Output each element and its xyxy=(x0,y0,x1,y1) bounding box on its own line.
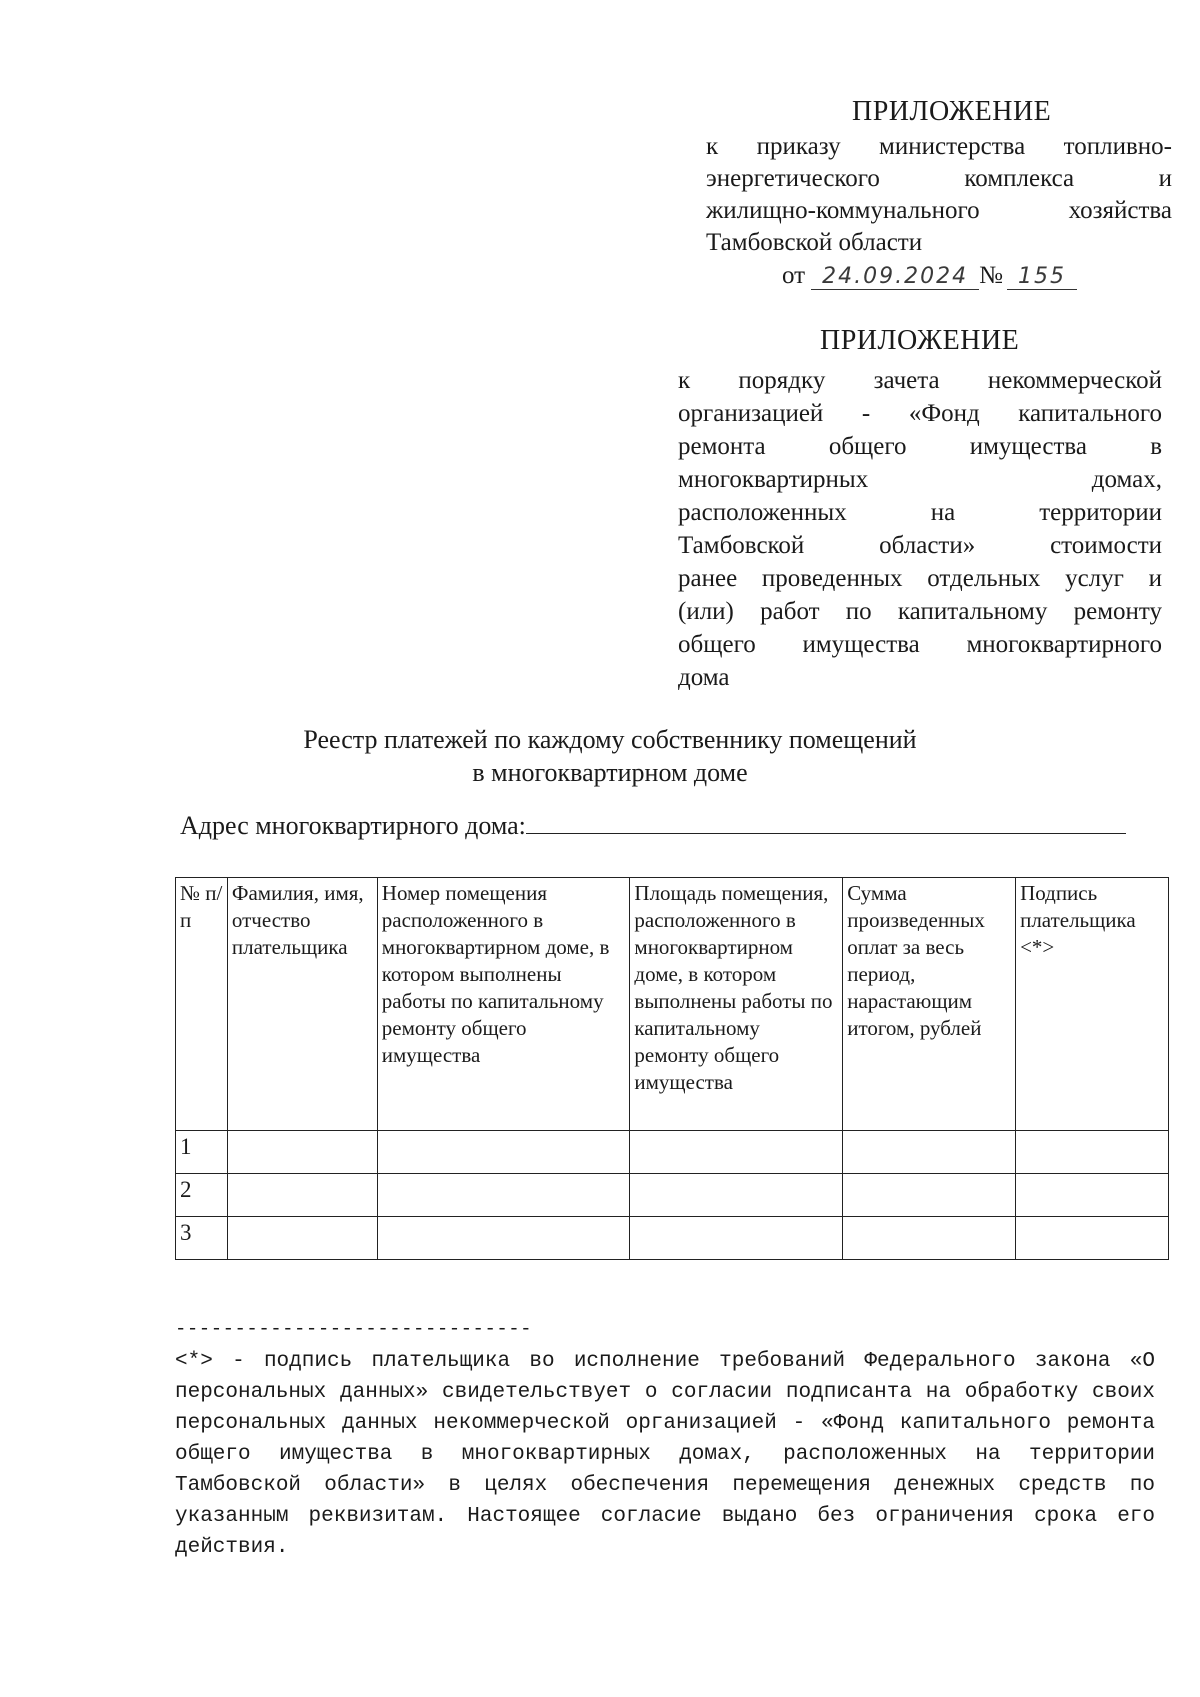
handwritten-date: 24.09.2024 xyxy=(811,264,979,290)
table-cell xyxy=(1016,1217,1169,1260)
appendix-2-title: ПРИЛОЖЕНИЕ xyxy=(820,325,1020,356)
header-premises-area: Площадь помещения, расположенного в многоквартирном доме, в котором выполнены работы по капитальному ремонту общего имущества xyxy=(630,878,843,1131)
address-blank-line xyxy=(526,811,1126,834)
appendix-2-line: дома xyxy=(678,664,730,691)
appendix-2-line: многоквартирных домах, xyxy=(678,466,1162,493)
table-header-row xyxy=(176,878,1169,1131)
appendix-1-text xyxy=(706,131,1172,259)
footnote-line: персональных данных некоммерческой организацией - «Фонд капитального ремонта xyxy=(175,1412,1155,1435)
table-cell xyxy=(1016,1174,1169,1217)
appendix-2-line: расположенных на территории xyxy=(678,499,1162,526)
header-row-number: № п/п xyxy=(176,878,228,1131)
appendix-2-text xyxy=(678,364,1162,694)
table-cell xyxy=(843,1131,1016,1174)
footnote-line: общего имущества в многоквартирных домах, расположенных на территории xyxy=(175,1443,1155,1466)
address-field xyxy=(180,811,1126,841)
table-cell xyxy=(227,1131,377,1174)
row-number: 2 xyxy=(176,1174,228,1217)
table-cell xyxy=(630,1174,843,1217)
header-payment-sum: Сумма произведенных оплат за весь период, нарастающим итогом, рублей xyxy=(843,878,1016,1131)
address-label: Адрес многоквартирного дома: xyxy=(180,811,526,840)
footnote-line: <*> - подпись плательщика во исполнение требований Федерального закона «О xyxy=(175,1350,1155,1373)
table-cell xyxy=(630,1131,843,1174)
footnote-line: действия. xyxy=(175,1536,289,1559)
table-cell xyxy=(227,1217,377,1260)
appendix-1-line: к приказу министерства топливно- xyxy=(706,133,1172,160)
appendix-2-line: Тамбовской области» стоимости xyxy=(678,532,1162,559)
table-cell xyxy=(843,1174,1016,1217)
date-prefix: от xyxy=(782,262,806,289)
appendix-2-line: к порядку зачета некоммерческой xyxy=(678,367,1162,394)
footnote-line: Тамбовской области» в целях обеспечения перемещения денежных средств по xyxy=(175,1474,1155,1497)
appendix-1-line: Тамбовской области xyxy=(706,229,923,256)
footnote-line: указанным реквизитам. Настоящее согласие выдано без ограничения срока его xyxy=(175,1505,1155,1528)
appendix-2-line: организацией - «Фонд капитального xyxy=(678,400,1162,427)
footnote-line: персональных данных» свидетельствует о согласии подписанта на обработку своих xyxy=(175,1381,1155,1404)
row-number: 3 xyxy=(176,1217,228,1260)
table-cell xyxy=(377,1174,630,1217)
header-premises-number: Номер помещения расположенного в многоквартирном доме, в котором выполнены работы по капитальному ремонту общего имущества xyxy=(377,878,630,1131)
footnote-text xyxy=(175,1346,1155,1563)
number-sign: № xyxy=(979,262,1003,289)
appendix-2-line: ранее проведенных отдельных услуг и xyxy=(678,565,1162,592)
register-title xyxy=(180,723,1040,789)
table-cell xyxy=(377,1131,630,1174)
appendix-2-line: общего имущества многоквартирного xyxy=(678,631,1162,658)
table-row xyxy=(176,1217,1169,1260)
header-payer-name: Фамилия, имя, отчество плательщика xyxy=(227,878,377,1131)
table-cell xyxy=(377,1217,630,1260)
appendix-2-line: ремонта общего имущества в xyxy=(678,433,1162,460)
row-number: 1 xyxy=(176,1131,228,1174)
order-date-number xyxy=(782,262,1077,290)
handwritten-number: 155 xyxy=(1007,264,1077,290)
table-row xyxy=(176,1174,1169,1217)
header-payer-signature: Подпись плательщика <*> xyxy=(1016,878,1169,1131)
table-cell xyxy=(630,1217,843,1260)
appendix-1-title: ПРИЛОЖЕНИЕ xyxy=(852,96,1052,127)
table-cell xyxy=(227,1174,377,1217)
table-row xyxy=(176,1131,1169,1174)
register-title-line-2: в многоквартирном доме xyxy=(472,758,748,787)
appendix-1-line: энергетического комплекса и xyxy=(706,165,1172,192)
footnote-separator: ------------------------------ xyxy=(175,1318,533,1340)
payment-register-table xyxy=(175,877,1169,1260)
appendix-1-line: жилищно-коммунального хозяйства xyxy=(706,197,1172,224)
appendix-2-line: (или) работ по капитальному ремонту xyxy=(678,598,1162,625)
table-cell xyxy=(1016,1131,1169,1174)
register-title-line-1: Реестр платежей по каждому собственнику помещений xyxy=(303,725,917,754)
table-cell xyxy=(843,1217,1016,1260)
